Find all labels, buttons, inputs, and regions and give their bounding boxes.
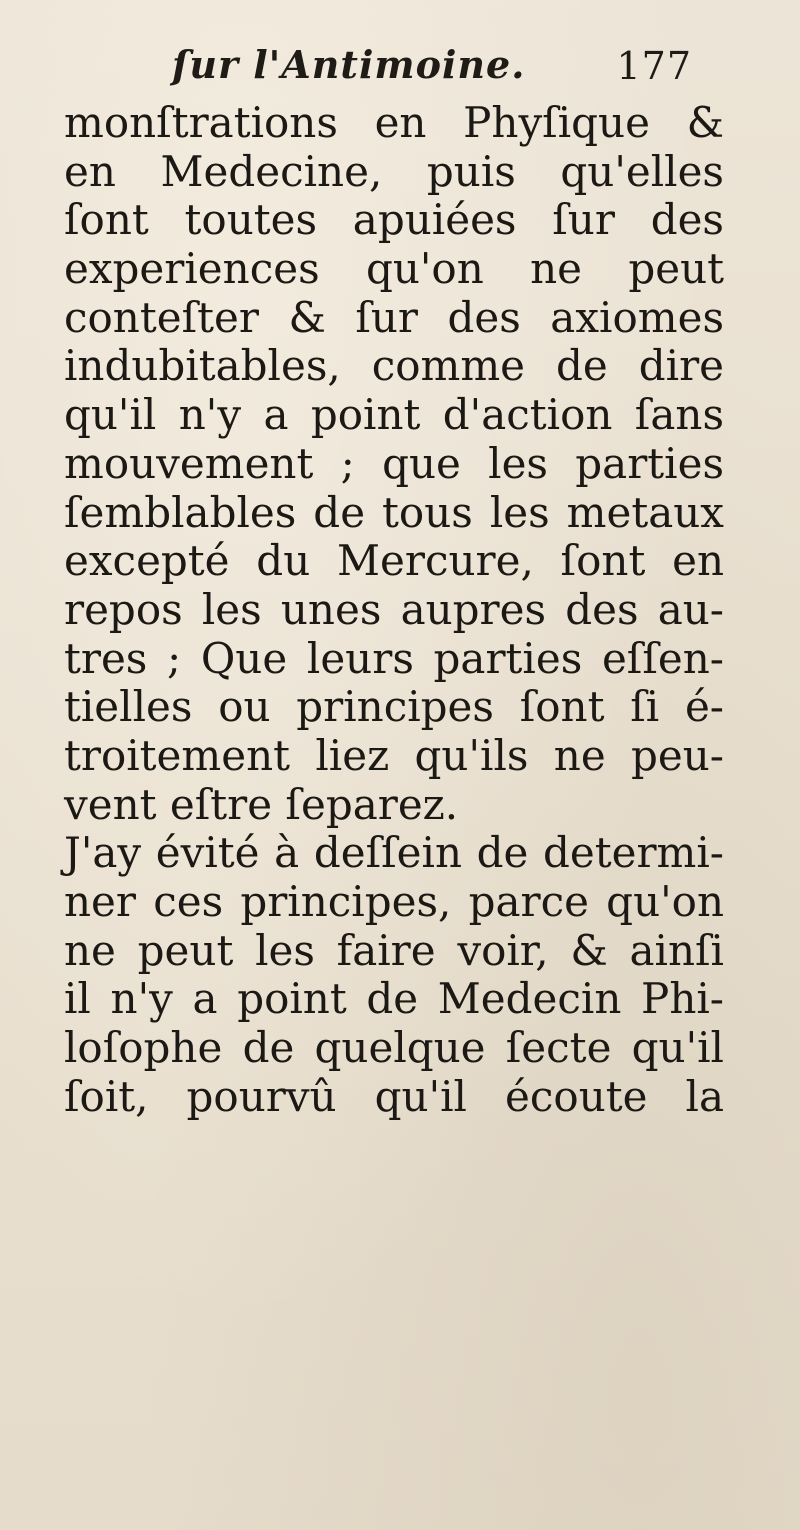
- text-line: ne peut les faire voir, & ainſi: [64, 925, 724, 975]
- page-number: 177: [616, 44, 692, 88]
- text-line: mouvement ; que les parties: [64, 438, 724, 488]
- text-line: excepté du Mercure, ſont en: [64, 536, 724, 586]
- text-line: vent eſtre ſeparez.: [64, 779, 459, 829]
- text-line: en Medecine, puis qu'elles: [64, 146, 724, 196]
- running-title: ſur l'Antimoine.: [172, 42, 526, 87]
- text-line: J'ay évité à deſſein de determi-: [64, 828, 724, 878]
- text-line: repos les unes aupres des au-: [64, 584, 724, 634]
- page-header: [172, 38, 692, 94]
- text-line: monſtrations en Phyſique &: [64, 98, 724, 147]
- text-line: il n'y a point de Medecin Phi-: [64, 974, 724, 1024]
- text-line: loſophe de quelque ſecte qu'il: [64, 1023, 724, 1073]
- text-line: ſemblables de tous les metaux: [64, 487, 724, 537]
- text-line: ſont toutes apuiées ſur des: [64, 195, 724, 245]
- text-line: ner ces principes, parce qu'on: [64, 877, 724, 926]
- text-line: troitement liez qu'ils ne peu-: [64, 730, 724, 780]
- text-line: ſoit, pourvû qu'il écoute la: [64, 1071, 724, 1121]
- text-line: qu'il n'y a point d'action ſans: [64, 390, 724, 440]
- body-text: [64, 99, 724, 1121]
- text-line: tres ; Que leurs parties eſſen-: [64, 633, 724, 683]
- text-line: experiences qu'on ne peut: [64, 244, 724, 294]
- text-line: indubitables, comme de dire: [64, 341, 724, 391]
- text-line: tielles ou principes ſont ſi é-: [64, 682, 724, 732]
- text-line: conteſter & ſur des axiomes: [64, 292, 724, 342]
